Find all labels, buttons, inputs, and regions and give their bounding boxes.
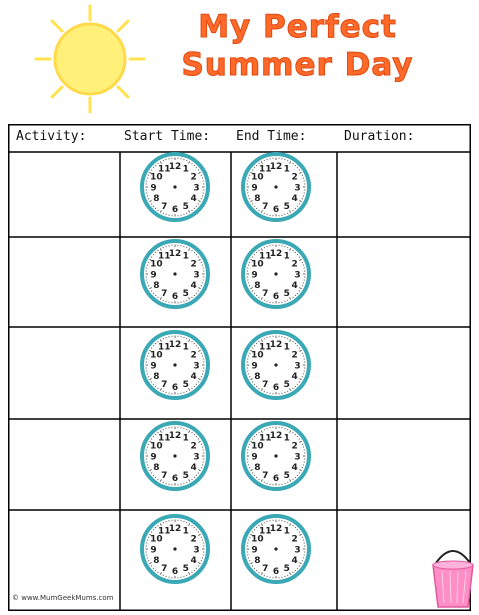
clock-number-11: 11	[258, 251, 272, 262]
clock-number-3: 3	[294, 183, 301, 194]
end-time-clock-row-4	[239, 419, 313, 493]
clock-number-10: 10	[150, 259, 163, 270]
clock-number-11: 11	[157, 526, 171, 537]
clock-number-5: 5	[182, 563, 189, 574]
start-time-clock-row-2	[138, 237, 212, 311]
page-title	[120, 8, 475, 84]
clock-number-4: 4	[291, 281, 298, 292]
clock-number-4: 4	[190, 556, 197, 567]
clock-number-12: 12	[168, 430, 182, 441]
clock-center-dot	[274, 454, 277, 457]
clock-number-11: 11	[157, 433, 171, 444]
clock-number-2: 2	[190, 441, 197, 452]
clock-number-3: 3	[193, 361, 200, 372]
clock-number-11: 11	[157, 342, 171, 353]
clock-number-1: 1	[283, 342, 290, 353]
clock-number-3: 3	[193, 183, 200, 194]
clock-number-6: 6	[171, 291, 179, 302]
clock-number-1: 1	[283, 164, 290, 175]
clock-number-5: 5	[182, 379, 189, 390]
clock-number-6: 6	[272, 204, 280, 215]
clock-number-5: 5	[283, 470, 290, 481]
start-time-clock-row-3	[138, 328, 212, 402]
clock-number-6: 6	[272, 566, 280, 577]
clock-center-dot	[274, 185, 277, 188]
clock-number-9: 9	[251, 452, 258, 463]
clock-number-6: 6	[171, 473, 179, 484]
clock-number-3: 3	[294, 545, 301, 556]
clock-number-12: 12	[269, 523, 283, 534]
clock-number-11: 11	[258, 526, 272, 537]
start-time-clock-row-4	[138, 419, 212, 493]
clock-number-11: 11	[157, 251, 171, 262]
clock-number-9: 9	[150, 183, 157, 194]
clock-number-12: 12	[269, 161, 283, 172]
clock-number-4: 4	[190, 463, 197, 474]
clock-number-5: 5	[182, 470, 189, 481]
clock-number-3: 3	[193, 545, 200, 556]
clock-number-9: 9	[251, 361, 258, 372]
title-line-2: Summer Day	[181, 47, 414, 83]
clock-center-dot	[173, 363, 176, 366]
clock-number-7: 7	[161, 470, 168, 481]
clock-number-7: 7	[262, 201, 269, 212]
clock-number-10: 10	[251, 172, 264, 183]
clock-number-10: 10	[150, 350, 163, 361]
clock-number-4: 4	[190, 372, 197, 383]
clock-number-7: 7	[161, 201, 168, 212]
clock-number-3: 3	[294, 270, 301, 281]
header-duration: Duration:	[344, 129, 415, 144]
clock-number-1: 1	[182, 342, 189, 353]
clock-number-8: 8	[254, 281, 261, 292]
end-time-clock-row-1	[239, 150, 313, 224]
clock-number-6: 6	[171, 204, 179, 215]
clock-center-dot	[173, 547, 176, 550]
clock-number-12: 12	[168, 339, 182, 350]
clock-number-9: 9	[251, 183, 258, 194]
clock-number-4: 4	[190, 194, 197, 205]
clock-number-12: 12	[269, 339, 283, 350]
clock-number-10: 10	[150, 172, 163, 183]
clock-number-5: 5	[283, 201, 290, 212]
clock-number-11: 11	[157, 164, 171, 175]
clock-number-4: 4	[291, 372, 298, 383]
clock-number-4: 4	[291, 194, 298, 205]
clock-number-7: 7	[262, 563, 269, 574]
end-time-clock-row-5	[239, 512, 313, 586]
clock-number-2: 2	[291, 441, 298, 452]
clock-number-1: 1	[283, 251, 290, 262]
clock-number-10: 10	[150, 534, 163, 545]
clock-center-dot	[173, 454, 176, 457]
clock-number-10: 10	[251, 259, 264, 270]
clock-number-1: 1	[182, 251, 189, 262]
clock-number-9: 9	[150, 270, 157, 281]
clock-number-8: 8	[153, 463, 160, 474]
clock-number-2: 2	[190, 259, 197, 270]
clock-number-9: 9	[251, 270, 258, 281]
clock-number-1: 1	[283, 526, 290, 537]
clock-number-9: 9	[150, 452, 157, 463]
clock-number-8: 8	[254, 194, 261, 205]
clock-number-5: 5	[283, 563, 290, 574]
start-time-clock-row-5	[138, 512, 212, 586]
clock-number-6: 6	[171, 382, 179, 393]
clock-number-12: 12	[168, 523, 182, 534]
clock-number-11: 11	[258, 433, 272, 444]
end-time-clock-row-3	[239, 328, 313, 402]
start-time-clock-row-1	[138, 150, 212, 224]
clock-number-7: 7	[161, 563, 168, 574]
clock-center-dot	[173, 185, 176, 188]
clock-number-6: 6	[272, 382, 280, 393]
clock-number-12: 12	[168, 248, 182, 259]
sand-bucket-illustration	[428, 545, 478, 610]
clock-number-8: 8	[153, 372, 160, 383]
clock-number-5: 5	[283, 288, 290, 299]
clock-number-7: 7	[262, 470, 269, 481]
clock-number-2: 2	[190, 350, 197, 361]
header-activity: Activity:	[16, 129, 87, 144]
clock-number-10: 10	[251, 350, 264, 361]
clock-number-10: 10	[251, 441, 264, 452]
clock-number-7: 7	[161, 379, 168, 390]
clock-number-12: 12	[269, 430, 283, 441]
clock-number-11: 11	[258, 164, 272, 175]
clock-number-8: 8	[153, 556, 160, 567]
clock-number-5: 5	[283, 379, 290, 390]
clock-number-8: 8	[153, 281, 160, 292]
clock-number-2: 2	[291, 259, 298, 270]
clock-number-9: 9	[150, 361, 157, 372]
clock-number-2: 2	[291, 350, 298, 361]
clock-number-8: 8	[153, 194, 160, 205]
clock-center-dot	[274, 363, 277, 366]
clock-number-7: 7	[262, 288, 269, 299]
clock-number-5: 5	[182, 201, 189, 212]
clock-number-4: 4	[291, 556, 298, 567]
clock-number-12: 12	[168, 161, 182, 172]
clock-number-3: 3	[193, 270, 200, 281]
clock-number-12: 12	[269, 248, 283, 259]
clock-center-dot	[173, 272, 176, 275]
clock-number-11: 11	[258, 342, 272, 353]
clock-number-3: 3	[294, 361, 301, 372]
clock-number-10: 10	[251, 534, 264, 545]
clock-number-7: 7	[161, 288, 168, 299]
clock-number-5: 5	[182, 288, 189, 299]
schedule-table	[8, 124, 471, 611]
clock-number-1: 1	[182, 433, 189, 444]
clock-number-6: 6	[272, 473, 280, 484]
clock-number-9: 9	[251, 545, 258, 556]
title-line-1: My Perfect	[198, 9, 397, 45]
clock-number-10: 10	[150, 441, 163, 452]
clock-number-2: 2	[190, 172, 197, 183]
clock-center-dot	[274, 272, 277, 275]
clock-number-3: 3	[294, 452, 301, 463]
clock-number-4: 4	[291, 463, 298, 474]
clock-number-1: 1	[182, 164, 189, 175]
clock-number-2: 2	[291, 534, 298, 545]
clock-number-8: 8	[254, 556, 261, 567]
clock-number-7: 7	[262, 379, 269, 390]
clock-number-3: 3	[193, 452, 200, 463]
header-end-time: End Time:	[236, 129, 307, 144]
clock-number-6: 6	[272, 291, 280, 302]
clock-number-1: 1	[283, 433, 290, 444]
clock-number-8: 8	[254, 372, 261, 383]
header-start-time: Start Time:	[124, 129, 211, 144]
clock-number-8: 8	[254, 463, 261, 474]
clock-number-1: 1	[182, 526, 189, 537]
end-time-clock-row-2	[239, 237, 313, 311]
copyright-text: © www.MumGeekMums.com	[12, 594, 114, 602]
clock-number-6: 6	[171, 566, 179, 577]
clock-number-9: 9	[150, 545, 157, 556]
clock-number-4: 4	[190, 281, 197, 292]
clock-center-dot	[274, 547, 277, 550]
clock-number-2: 2	[190, 534, 197, 545]
clock-number-2: 2	[291, 172, 298, 183]
